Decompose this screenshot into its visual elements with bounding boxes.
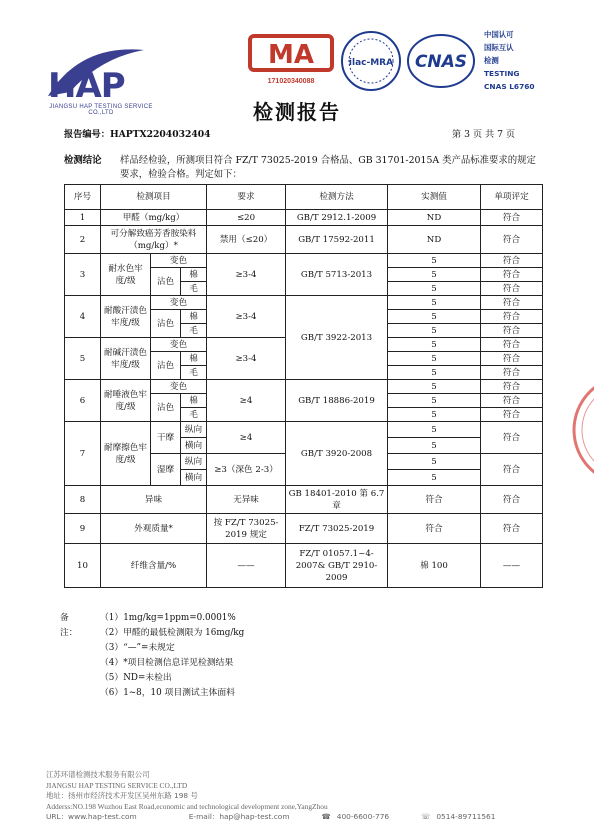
accreditation-line: 中国认可	[484, 30, 514, 39]
report-number	[64, 126, 211, 140]
cell: 5	[388, 470, 481, 486]
cell: 甲醛（mg/kg）	[101, 210, 207, 226]
cell: 符合	[481, 394, 543, 408]
cell: 5	[388, 394, 481, 408]
footer-contact	[46, 812, 566, 823]
svg-text:ilac-MRA: ilac-MRA	[348, 58, 394, 68]
cell: FZ/T 73025-2019	[286, 514, 388, 544]
cell: 符合	[481, 408, 543, 422]
notes-label: 备注：	[60, 613, 78, 638]
cell: 符合	[481, 296, 543, 310]
cell: ≥4	[207, 380, 286, 422]
cell: 棉	[181, 310, 207, 324]
cell: 9	[65, 514, 101, 544]
cell: 干摩	[151, 422, 181, 454]
cell: 符合	[481, 282, 543, 296]
cell: 符合	[481, 310, 543, 324]
cell: 外观质量*	[101, 514, 207, 544]
cell: 变色	[151, 296, 207, 310]
conclusion-text: 样品经检验，所测项目符合 FZ/T 73025-2019 合格品、GB 31701-2015A 类产品标准要求的规定要求，检验合格。判定如下：	[120, 155, 536, 180]
table-row	[65, 486, 543, 514]
cell: 无异味	[207, 486, 286, 514]
cell: 5	[388, 310, 481, 324]
cell: 5	[388, 352, 481, 366]
cell: ND	[388, 210, 481, 226]
cell: 8	[65, 486, 101, 514]
cell: FZ/T 01057.1~4-2007& GB/T 2910-2009	[286, 544, 388, 588]
cell: 湿摩	[151, 454, 181, 486]
table-row	[65, 422, 543, 438]
cell: 耐水色牢度/级	[101, 254, 151, 296]
cell: ≥3（深色 2-3）	[207, 454, 286, 486]
footer-company-en: JIANGSU HAP TESTING SERVICE CO.,LTD	[46, 780, 188, 790]
cell: 沾色	[151, 310, 181, 338]
table-row	[65, 296, 543, 310]
table-row	[65, 380, 543, 394]
footer	[46, 770, 566, 823]
cell: 棉	[181, 268, 207, 282]
cell: GB/T 2912.1-2009	[286, 210, 388, 226]
cell: 变色	[151, 380, 207, 394]
accreditation-line: 检测	[484, 56, 499, 65]
cell: ≥3-4	[207, 338, 286, 380]
svg-text:MA: MA	[268, 40, 314, 70]
cell: 符合	[481, 210, 543, 226]
header-cell: 要求	[207, 185, 286, 210]
note-item: （6）1~8，10 项目测试主体面料	[100, 688, 235, 698]
cell: 耐酸汗渍色牢度/级	[101, 296, 151, 338]
cell: 符合	[481, 454, 543, 486]
cell: 可分解致癌芳香胺染料（mg/kg）*	[101, 226, 207, 254]
cell: ≥3-4	[207, 296, 286, 338]
notes-list	[100, 611, 360, 701]
cell: 5	[388, 324, 481, 338]
cell: 6	[65, 380, 101, 422]
footer-address-en: Adderss:NO.198 Wuzhou East Road,economic and technological development zone,YangZhou	[46, 801, 328, 811]
cell: 符合	[388, 514, 481, 544]
conclusion	[64, 154, 542, 180]
cell: 异味	[101, 486, 207, 514]
cell: 5	[388, 366, 481, 380]
note-item: （2）甲醛的最低检测限为 16mg/kg	[100, 628, 245, 638]
header-cell: 实测值	[388, 185, 481, 210]
cell: 变色	[151, 338, 207, 352]
cell: 棉 100	[388, 544, 481, 588]
report-number-label: 报告编号：	[64, 129, 110, 140]
table-row	[65, 254, 543, 268]
note-item: （3）“—”=未规定	[100, 643, 175, 653]
cell: 毛	[181, 366, 207, 380]
cell: 5	[388, 254, 481, 268]
accreditation-line: TESTING	[484, 69, 520, 78]
note-item: （5）ND=未检出	[100, 673, 172, 683]
cell: 符合	[481, 226, 543, 254]
footer-fax: 0514-89711561	[436, 812, 496, 821]
cell: 禁用（≤20）	[207, 226, 286, 254]
cell: ≥4	[207, 422, 286, 454]
cell: 5	[388, 338, 481, 352]
hap-logo-subtitle: JIANGSU HAP TESTING SERVICE CO.,LTD	[49, 104, 153, 116]
cell: 7	[65, 422, 101, 486]
cell: ND	[388, 226, 481, 254]
cell: GB/T 5713-2013	[286, 254, 388, 296]
cell: ——	[481, 544, 543, 588]
cell: 棉	[181, 394, 207, 408]
cell: 符合	[481, 352, 543, 366]
cell: 耐摩擦色牢度/级	[101, 422, 151, 486]
cell: 5	[65, 338, 101, 380]
footer-phone: 400-6600-776	[336, 812, 390, 821]
cell: 耐唾液色牢度/级	[101, 380, 151, 422]
report-number-value: HAPTX2204032404	[109, 129, 211, 140]
header-cell: 序号	[65, 185, 101, 210]
cell: 5	[388, 380, 481, 394]
cell: 变色	[151, 254, 207, 268]
cell: 符合	[481, 338, 543, 352]
cell: 横向	[181, 438, 207, 454]
cell: 按 FZ/T 73025-2019 规定	[207, 514, 286, 544]
cell: 5	[388, 422, 481, 438]
cell: 棉	[181, 352, 207, 366]
note-item: （4）*项目检测信息详见检测结果	[100, 658, 234, 668]
cell: 符合	[481, 514, 543, 544]
cell: GB/T 3920-2008	[286, 422, 388, 486]
report-title: 检测报告	[253, 100, 341, 124]
cell: 符合	[481, 380, 543, 394]
cell: GB/T 17592-2011	[286, 226, 388, 254]
conclusion-label: 检测结论	[64, 155, 102, 166]
cma-number: 171020340088	[267, 78, 315, 85]
cell: 5	[388, 454, 481, 470]
cell: 沾色	[151, 268, 181, 296]
cell: GB/T 18886-2019	[286, 380, 388, 422]
footer-address-cn: 地址：扬州市经济技术开发区吴州东路 198 号	[46, 791, 198, 800]
cell: GB/T 3922-2013	[286, 296, 388, 380]
cell: 5	[388, 438, 481, 454]
header-cell: 单项评定	[481, 185, 543, 210]
cell: 1	[65, 210, 101, 226]
cell: 2	[65, 226, 101, 254]
header-cell: 检测方法	[286, 185, 388, 210]
cell: GB 18401-2010 第 6.7 章	[286, 486, 388, 514]
cell: ≥3-4	[207, 254, 286, 296]
cell: 4	[65, 296, 101, 338]
accreditation-line: CNAS L6760	[484, 82, 535, 91]
cell: 3	[65, 254, 101, 296]
cell: 符合	[481, 254, 543, 268]
note-item: （1）1mg/kg=1ppm=0.0001%	[100, 613, 236, 623]
table-header-row	[65, 185, 543, 210]
cell: 毛	[181, 324, 207, 338]
cell: 沾色	[151, 352, 181, 380]
cell: 纤维含量/%	[101, 544, 207, 588]
fax-icon: ☏	[421, 812, 431, 821]
cell: 毛	[181, 282, 207, 296]
cell: 符合	[481, 422, 543, 454]
ilac-mra-logo-icon	[340, 30, 402, 92]
cell: 纵向	[181, 422, 207, 438]
cell: 符合	[388, 486, 481, 514]
table-row	[65, 210, 543, 226]
table-row	[65, 226, 543, 254]
header-cell: 检测项目	[101, 185, 207, 210]
results-table	[64, 184, 543, 588]
cnas-logo-icon	[406, 32, 476, 90]
cell: 符合	[481, 324, 543, 338]
cell: 5	[388, 408, 481, 422]
hap-logo-text: HAP	[48, 66, 125, 106]
svg-text:CNAS: CNAS	[414, 52, 468, 72]
cell: 毛	[181, 408, 207, 422]
accreditation-line: 国际互认	[484, 43, 514, 52]
phone-icon: ☎	[321, 812, 331, 821]
footer-company-cn: 江苏环谱检测技术服务有限公司	[46, 770, 150, 779]
footer-url[interactable]: URL：www.hap-test.com	[46, 812, 137, 821]
cell: 5	[388, 268, 481, 282]
cell: 5	[388, 282, 481, 296]
cell: 10	[65, 544, 101, 588]
seal-stamp-icon	[568, 370, 594, 490]
accreditation-text	[484, 28, 535, 93]
footer-email[interactable]: E-mail：hap@hap-test.com	[188, 812, 290, 821]
cell: 纵向	[181, 454, 207, 470]
cell: 符合	[481, 268, 543, 282]
cell: 耐碱汗渍色牢度/级	[101, 338, 151, 380]
table-row	[65, 514, 543, 544]
cell: 符合	[481, 486, 543, 514]
cell: 横向	[181, 470, 207, 486]
cell: 符合	[481, 366, 543, 380]
cell: ≤20	[207, 210, 286, 226]
cell: 沾色	[151, 394, 181, 422]
table-row	[65, 544, 543, 588]
page-info: 第 3 页 共 7 页	[452, 129, 516, 140]
cell: ——	[207, 544, 286, 588]
cell: 5	[388, 296, 481, 310]
